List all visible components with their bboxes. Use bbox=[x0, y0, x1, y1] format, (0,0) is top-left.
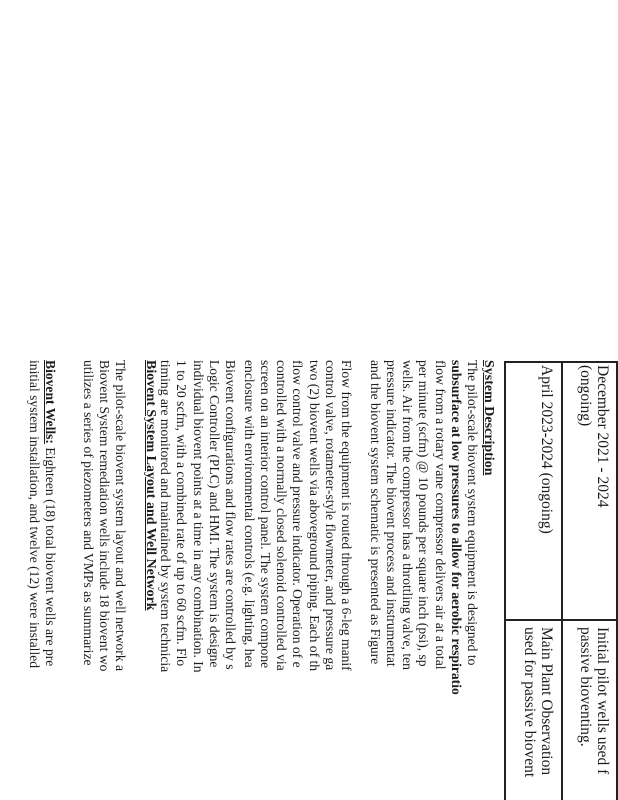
paragraph-line: The pilot-scale biovent system layout and well network a bbox=[113, 360, 128, 672]
description-cell-line: Main Plant Observation bbox=[538, 627, 555, 776]
system-description-heading: System Description bbox=[481, 360, 496, 476]
paragraph-line: screen on an interior control panel. The system compone bbox=[257, 360, 273, 669]
flow-paragraph bbox=[241, 360, 354, 671]
wells-label: Biovent Wells: bbox=[43, 360, 58, 444]
system-description-paragraph bbox=[367, 360, 480, 695]
wells-text: Eighteen (18) total biovent wells are pre bbox=[43, 447, 58, 667]
table-row bbox=[538, 365, 555, 534]
table-row bbox=[521, 627, 555, 777]
paragraph-line: two (2) biovent wells via aboveground piping. Each of th bbox=[306, 360, 322, 672]
configuration-paragraph bbox=[157, 360, 238, 673]
table-column-rule bbox=[504, 619, 618, 621]
paragraph-line: pressure indicator. The biovent process and instrumentat bbox=[383, 360, 399, 667]
paragraph-line: controlled with a normally closed solenoid controlled via bbox=[274, 360, 290, 671]
paragraph-line: control valve, rotameter-style flowmeter, and pressure ga bbox=[322, 360, 338, 671]
table-row bbox=[577, 365, 611, 507]
description-cell-line: passive bioventing. bbox=[577, 627, 594, 747]
paragraph-line bbox=[42, 360, 58, 668]
paragraph-line: 1 to 20 scfm, with a combined rate of up to 60 scfm. Flo bbox=[174, 360, 190, 667]
schedule-table bbox=[504, 357, 618, 800]
layout-paragraph bbox=[79, 360, 128, 671]
paragraph-line: and the biovent system schematic is presented as Figure bbox=[367, 360, 383, 665]
description-cell-line: used for passive biovent bbox=[521, 627, 538, 778]
paragraph-line: Flow from the equipment is routed through a 6-leg manif bbox=[339, 360, 354, 671]
paragraph-line: flow from a rotary vane compressor delivers air at a total bbox=[432, 360, 448, 670]
layout-section-heading: Biovent System Layout and Well Network bbox=[143, 360, 158, 611]
table-left-rule bbox=[504, 361, 618, 363]
paragraph-line: Logic Controller (PLC) and HMI. The system is designe bbox=[206, 360, 222, 668]
paragraph-line: timing are monitored and maintained by system technicia bbox=[158, 360, 174, 673]
paragraph-line: enclosure with environmental controls (e.g. lighting, hea bbox=[241, 360, 257, 668]
date-cell-line: April 2023-2024 (ongoing) bbox=[538, 365, 555, 534]
paragraph-line: flow control valve and pressure indicator. Operation of e bbox=[290, 360, 306, 668]
date-cell-line: December 2021 - 2024 bbox=[594, 365, 611, 508]
paragraph-line: subsurface at low pressures to allow for aerobic respiratio bbox=[448, 360, 464, 695]
paragraph-line: utilizes a series of piezometers and VMPs as summarize bbox=[80, 360, 96, 666]
paragraph-line: wells. Air from the compressor has a throttling valve, ten bbox=[400, 360, 416, 670]
paragraph-line: individual biovent points at a time in any combination. In bbox=[190, 360, 206, 673]
table-bottom-rule bbox=[504, 361, 506, 800]
paragraph-line: Biovent System remediation wells include 18 biovent wo bbox=[96, 360, 112, 672]
wells-paragraph bbox=[26, 360, 58, 668]
table-row-rule bbox=[562, 361, 564, 800]
paragraph-line: per minute (scfm) @ 10 pounds per square inch (psi), sp bbox=[416, 360, 432, 667]
description-cell-line: Initial pilot wells used f bbox=[594, 627, 611, 775]
table-row bbox=[577, 627, 611, 774]
paragraph-line: initial system installation, and twelve (12) were installed bbox=[26, 360, 42, 669]
date-cell-line: (ongoing) bbox=[577, 365, 594, 427]
paragraph-line: Biovent configurations and flow rates are controlled by s bbox=[223, 360, 238, 670]
paragraph-line: The pilot-scale biovent system equipment is designed to bbox=[465, 360, 480, 666]
